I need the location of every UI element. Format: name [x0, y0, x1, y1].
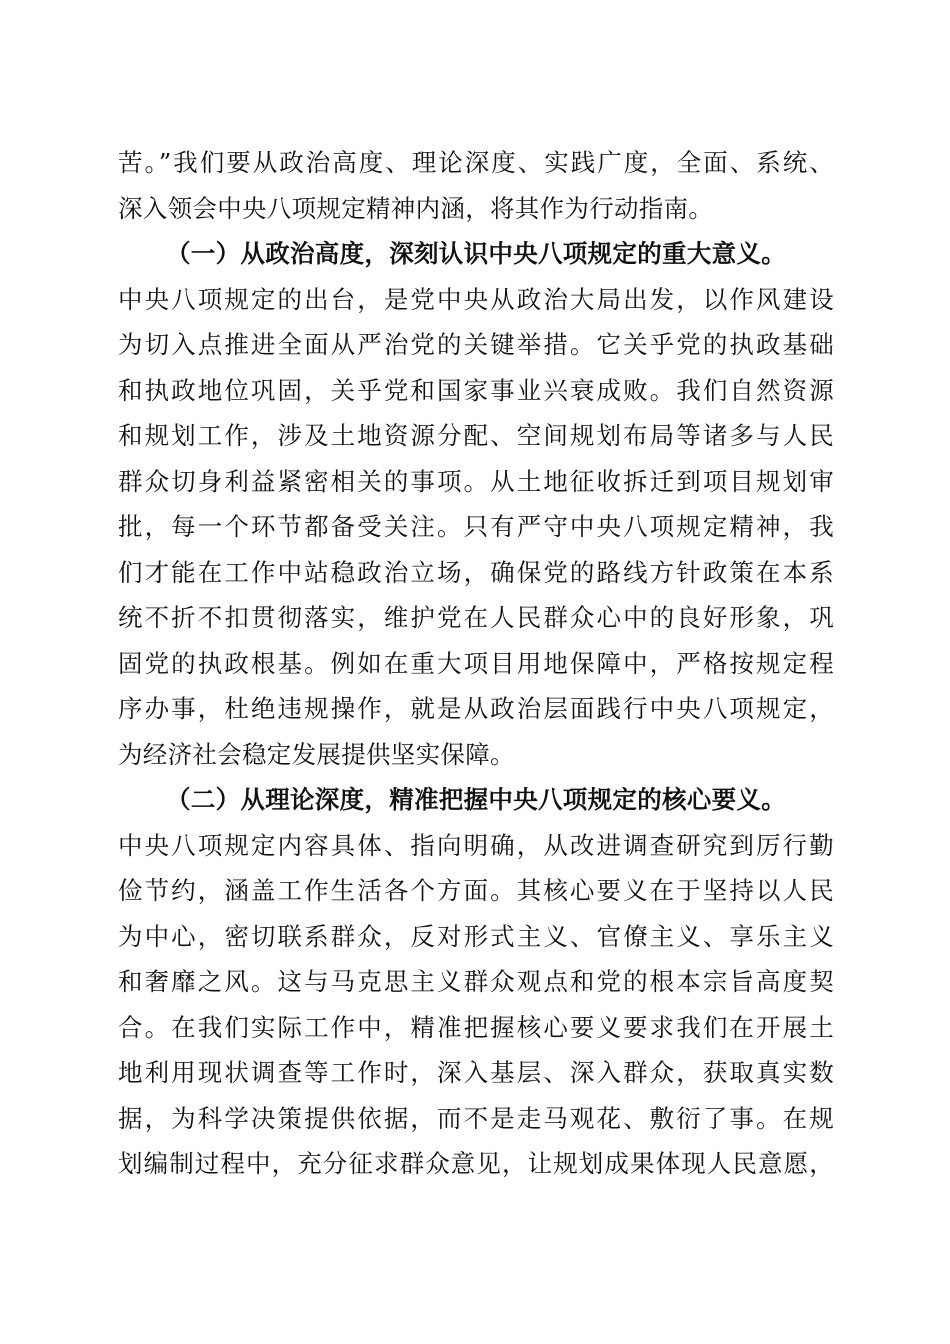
text-line: 和规划工作，涉及土地资源分配、空间规划布局等诸多与人民 — [118, 421, 834, 450]
text-line: 划编制过程中，充分征求群众意见，让规划成果体现人民意愿， — [118, 1149, 834, 1178]
text-line: 俭节约，涵盖工作生活各个方面。其核心要义在于坚持以人民 — [118, 876, 834, 905]
text-line: 中央八项规定的出台，是党中央从政治大局出发，以作风建设 — [118, 284, 834, 314]
section-heading-2: （二）从理论深度，精准把握中央八项规定的核心要义。 — [166, 785, 786, 814]
text-line: 地利用现状调查等工作时，深入基层、深入群众，获取真实数 — [118, 1058, 834, 1087]
text-line: 为中心，密切联系群众，反对形式主义、官僚主义、享乐主义 — [118, 921, 834, 951]
text-line: 和执政地位巩固，关乎党和国家事业兴衰成败。我们自然资源 — [118, 375, 834, 405]
body-text — [118, 140, 834, 1187]
text-line: 们才能在工作中站稳政治立场，确保党的路线方针政策在本系 — [118, 557, 834, 587]
text-line: 深入领会中央八项规定精神内涵，将其作为行动指南。 — [118, 193, 714, 223]
text-line: 和奢靡之风。这与马克思主义群众观点和党的根本宗旨高度契 — [118, 967, 834, 996]
text-line: 为切入点推进全面从严治党的关键举措。它关乎党的执政基础 — [118, 330, 834, 359]
text-line: 群众切身利益紧密相关的事项。从土地征收拆迁到项目规划审 — [118, 466, 834, 496]
text-line: 批，每一个环节都备受关注。只有严守中央八项规定精神，我 — [118, 512, 834, 541]
text-line: 为经济社会稳定发展提供坚实保障。 — [118, 739, 515, 769]
text-line: 据，为科学决策提供依据，而不是走马观花、敷衍了事。在规 — [118, 1103, 834, 1133]
section-heading-1: （一）从政治高度，深刻认识中央八项规定的重大意义。 — [166, 239, 786, 268]
text-line: 固党的执政根基。例如在重大项目用地保障中，严格按规定程 — [118, 648, 834, 678]
text-line: 统不折不扣贯彻落实，维护党在人民群众心中的良好形象，巩 — [118, 603, 834, 632]
text-line: 序办事，杜绝违规操作，就是从政治层面践行中央八项规定， — [118, 694, 834, 723]
text-line: 苦。”我们要从政治高度、理论深度、实践广度，全面、系统、 — [118, 148, 834, 177]
text-line: 合。在我们实际工作中，精准把握核心要义要求我们在开展土 — [118, 1012, 834, 1042]
text-line: 中央八项规定内容具体、指向明确，从改进调查研究到厉行勤 — [118, 830, 834, 860]
